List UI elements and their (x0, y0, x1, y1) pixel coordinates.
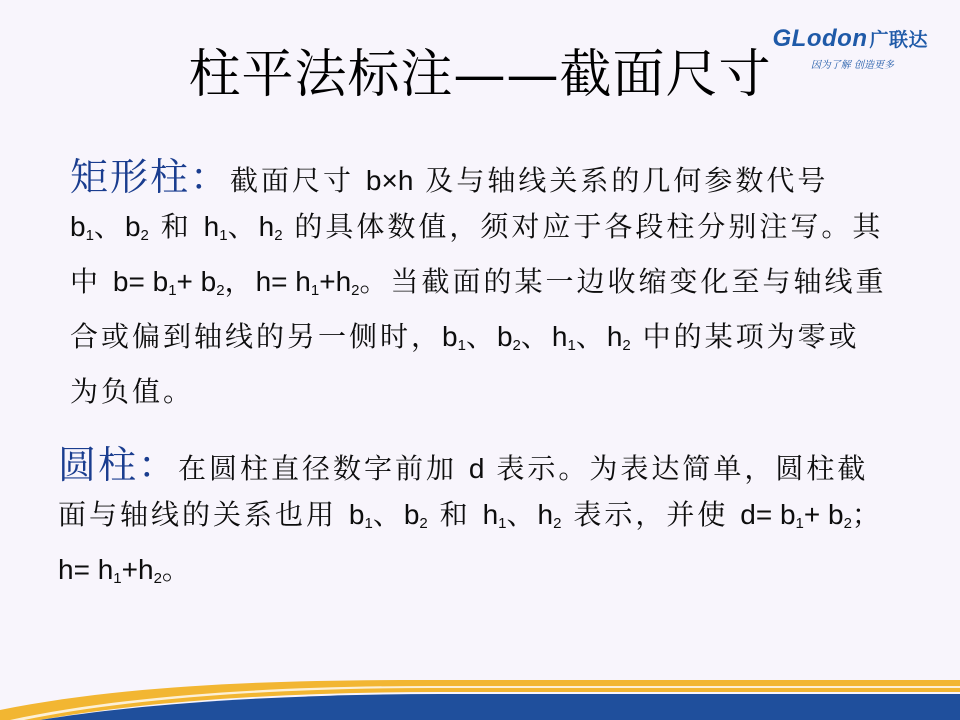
slide-title: 柱平法标注——截面尺寸 (188, 45, 772, 105)
round-column-term: 圆柱： (58, 443, 179, 487)
round-column-paragraph (58, 442, 888, 602)
footer-decoration (0, 672, 960, 720)
round-column-text: 在圆柱直径数字前加 d 表示。为表达简单，圆柱截面与轴线的关系也用 $b_1$、$b_2$ 和 $h_1$、$h_2$ 表示，并使 $d= b_1+ b_2$；$h= h_1+h_2$。 (58, 452, 883, 587)
rect-column-term: 矩形柱： (70, 155, 231, 199)
rect-column-text: 截面尺寸 b×h 及与轴线关系的几何参数代号 $b_1$、$b_2$ 和 $h_1$、$h_2$ 的具体数值，须对应于各段柱分别注写。其中 $b= b_1+ b_2$，$h= h_1+h_2$。当截面的某一边收缩变化至与轴线重合或偏到轴线的另一侧时，$b_1$、$b_2$、$h_1$、$h_2$ 中的某项为零或为负值。 (70, 164, 887, 408)
rect-column-paragraph (70, 154, 890, 415)
logo-brand: GLodon (772, 25, 868, 52)
logo-brand-cn: 广联达 (869, 30, 928, 51)
logo-slogan: 因为了解 创造更多 (810, 60, 894, 71)
